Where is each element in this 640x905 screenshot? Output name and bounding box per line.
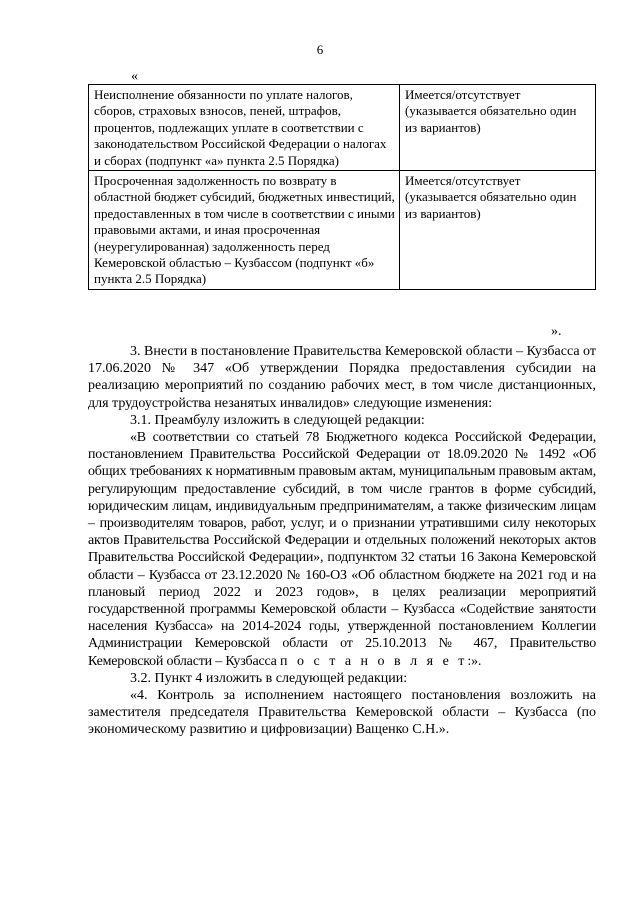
status-cell: Имеется/отсутствует (указывается обязательно один из вариантов) [400, 85, 596, 171]
table-open-quote: « [131, 69, 138, 84]
preamble-text: «В соответствии со статьей 78 Бюджетного кодекса Российской Федерации, постановлением Правительства Российской Федерации от 18.09.2020 № 1492 «Об общих требованиях к нормативным правовым актам, муниципальным правовым актам, регулирующим предоставление субсидий, в том числе грантов в форме субсидий, юридическим лицам, индивидуальным предпринимателям, а также физическим лицам – производителям товаров, работ, услуг, и о признании утратившими силу некоторых актов Правительства Российской Федерации и отдельных положений некоторых актов Правительства Российской Федерации», подпунктом 32 статьи 16 Закона Кемеровской области – Кузбасса от 23.12.2020 № 160-ОЗ «Об областном бюджете на 2021 год и на плановый период 2022 и 2023 годов», в целях реализации мероприятий государственной программы Кемеровской области – Кузбасса «Содействие занятости населения Кузбасса» на 2014-2024 годы, утвержденной постановлением Коллегии Администрации Кемеровской области от 25.10.2013 № 467, Правительство Кемеровской области – Кузбасса [88, 430, 596, 669]
table-row [89, 85, 596, 171]
requirement-cell: Просроченная задолженность по возврату в областной бюджет субсидий, бюджетных инвестиций, предоставленных в том числе в соответствии с иными правовыми актами, и иная просроченная (неурегулированная) задолженность перед Кемеровской областью – Кузбассом (подпункт «б» пункта 2.5 Порядка) [89, 171, 400, 290]
table-row [89, 171, 596, 290]
status-cell: Имеется/отсутствует (указывается обязательно один из вариантов) [400, 171, 596, 290]
resolves-word: п о с т а н о в л я е т [280, 653, 468, 669]
requirement-cell: Неисполнение обязанности по уплате налогов, сборов, страховых взносов, пеней, штрафов, процентов, подлежащих уплате в соответствии с законодательством Российской Федерации о налогах и сборах (подпункт «а» пункта 2.5 Порядка) [89, 85, 400, 171]
paragraph-3-1: 3.1. Преамбулу изложить в следующей редакции: [130, 412, 425, 428]
requirements-table [88, 84, 596, 290]
paragraph-3: 3. Внести в постановление Правительства Кемеровской области – Кузбасса от 17.06.2020 № 347 «Об утверждении Порядка предоставления субсидии на реализацию мероприятий по созданию рабочих мест, в том числе дистанционных, для трудоустройства незанятых инвалидов» следующие изменения: [88, 344, 596, 411]
preamble-paragraph [88, 429, 596, 670]
paragraph-4: «4. Контроль за исполнением настоящего постановления возложить на заместителя председателя Правительства Кемеровской области – Кузбасса (по экономическому развитию и цифровизации) Ващенко С.Н.». [88, 688, 596, 738]
table-close-quote: ». [551, 324, 562, 339]
page-number: 6 [316, 42, 324, 57]
paragraph-3-2: 3.2. Пункт 4 изложить в следующей редакции: [130, 670, 408, 686]
document-body [88, 343, 596, 739]
resolves-ending: :». [467, 653, 482, 669]
